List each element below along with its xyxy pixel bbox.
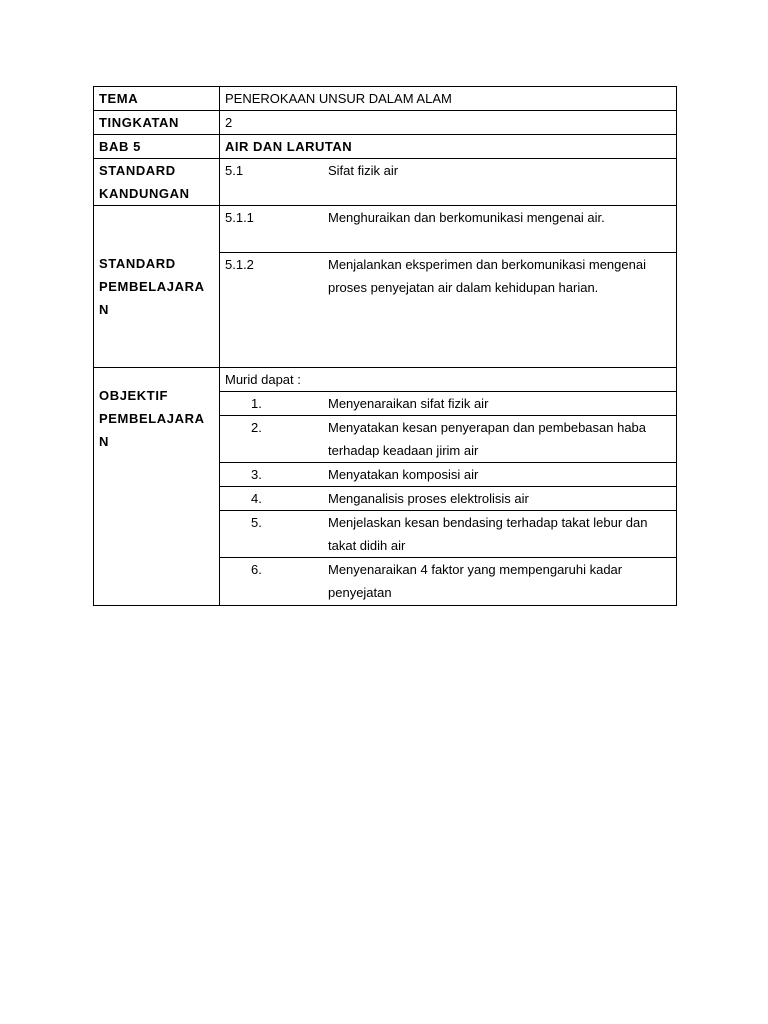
- item-text: Menyenaraikan sifat fizik air: [328, 396, 489, 411]
- item-text: Menjelaskan kesan bendasing terhadap takat lebur dan takat didih air: [328, 515, 648, 553]
- item-number: 2.: [251, 420, 262, 435]
- value-tema: PENEROKAAN UNSUR DALAM ALAM: [220, 87, 677, 111]
- objektif-item: [220, 392, 677, 416]
- row-tingkatan: [94, 111, 677, 135]
- item-number: 4.: [251, 491, 262, 506]
- standard-pembelajaran-item: [220, 253, 677, 368]
- text: Menjalankan eksperimen dan berkomunikasi mengenai proses penyejatan air dalam kehidupan harian.: [328, 257, 646, 295]
- code: 5.1.2: [225, 257, 254, 272]
- row-tema: [94, 87, 677, 111]
- label-line: N: [99, 434, 109, 449]
- item-number: 3.: [251, 467, 262, 482]
- objektif-item: [220, 558, 677, 606]
- value-bab: AIR DAN LARUTAN: [220, 135, 677, 159]
- lesson-plan-table: [93, 86, 677, 606]
- label-objektif-pembelajaran: [94, 368, 220, 606]
- code: 5.1.1: [225, 210, 254, 225]
- label-line: KANDUNGAN: [99, 186, 190, 201]
- item-text: Menyenaraikan 4 faktor yang mempengaruhi kadar penyejatan: [328, 562, 623, 600]
- label-standard-kandungan: [94, 159, 220, 206]
- objektif-item: [220, 463, 677, 487]
- item-text: Menganalisis proses elektrolisis air: [328, 491, 529, 506]
- value-tingkatan: 2: [220, 111, 677, 135]
- item-number: 1.: [251, 396, 262, 411]
- item-number: 6.: [251, 562, 262, 577]
- label-line: PEMBELAJARA: [99, 279, 205, 294]
- item-text: Menyatakan kesan penyerapan dan pembebasan haba terhadap keadaan jirim air: [328, 420, 647, 458]
- row-standard-pembelajaran-1: [94, 206, 677, 253]
- label-line: N: [99, 302, 109, 317]
- objektif-item: [220, 416, 677, 463]
- label-standard-pembelajaran: [94, 206, 220, 368]
- item-text: Menyatakan komposisi air: [328, 467, 479, 482]
- label-line: STANDARD: [99, 163, 176, 178]
- item-number: 5.: [251, 515, 262, 530]
- label-line: STANDARD: [99, 256, 176, 271]
- value-standard-kandungan: [220, 159, 677, 206]
- standard-pembelajaran-item: [220, 206, 677, 253]
- row-bab: [94, 135, 677, 159]
- objektif-intro: Murid dapat :: [220, 368, 677, 392]
- text: Menghuraikan dan berkomunikasi mengenai air.: [328, 210, 605, 225]
- label-tema: TEMA: [94, 87, 220, 111]
- code: 5.1: [225, 163, 244, 178]
- objektif-item: [220, 511, 677, 558]
- row-standard-kandungan: [94, 159, 677, 206]
- text: Sifat fizik air: [328, 163, 399, 178]
- label-bab: BAB 5: [94, 135, 220, 159]
- label-tingkatan: TINGKATAN: [94, 111, 220, 135]
- objektif-item: [220, 487, 677, 511]
- row-objektif-intro: [94, 368, 677, 392]
- label-line: PEMBELAJARA: [99, 411, 205, 426]
- label-line: OBJEKTIF: [99, 388, 169, 403]
